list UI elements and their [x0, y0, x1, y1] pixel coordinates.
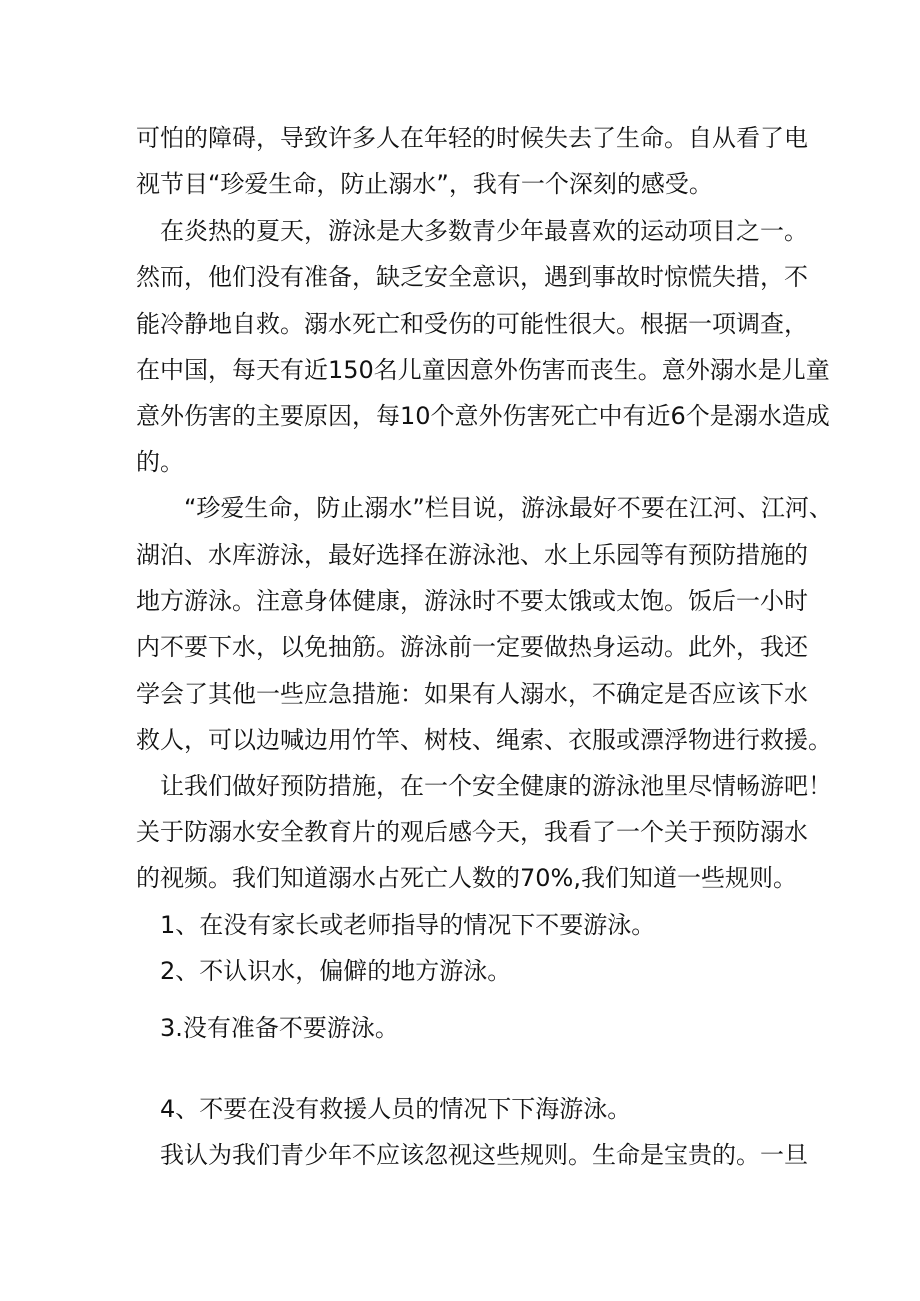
list-item: 1、在没有家长或老师指导的情况下不要游泳。	[160, 911, 656, 939]
text-line: 内不要下水，以免抽筋。游泳前一定要做热身运动。此外，我还	[136, 633, 808, 661]
text-line: 湖泊、水库游泳，最好选择在游泳池、水上乐园等有预防措施的	[136, 541, 808, 569]
text-line: 能冷静地自救。溺水死亡和受伤的可能性很大。根据一项调查，	[136, 310, 808, 338]
text-line: 的视频。我们知道溺水占死亡人数的70%,我们知道一些规则。	[136, 864, 797, 892]
text-line: 救人，可以边喊边用竹竿、树枝、绳索、衣服或漂浮物进行救援。	[136, 726, 832, 754]
text-line: 可怕的障碍，导致许多人在年轻的时候失去了生命。自从看了电	[136, 124, 808, 152]
list-item: 4、不要在没有救援人员的情况下下海游泳。	[160, 1095, 632, 1123]
text-line: 在中国，每天有近150名儿童因意外伤害而丧生。意外溺水是儿童	[136, 356, 830, 384]
list-item: 3.没有准备不要游泳。	[160, 1014, 399, 1042]
text-line: 然而，他们没有准备，缺乏安全意识，遇到事故时惊慌失措，不	[136, 263, 808, 291]
text-line: 让我们做好预防措施，在一个安全健康的游泳池里尽情畅游吧！	[160, 772, 832, 800]
text-line: 我认为我们青少年不应该忽视这些规则。生命是宝贵的。一旦	[160, 1141, 808, 1169]
text-line: 的。	[136, 448, 184, 476]
text-line: 在炎热的夏天，游泳是大多数青少年最喜欢的运动项目之一。	[160, 217, 808, 245]
text-line: 关于防溺水安全教育片的观后感今天，我看了一个关于预防溺水	[136, 818, 808, 846]
list-item: 2、不认识水，偏僻的地方游泳。	[160, 957, 512, 985]
text-line: 意外伤害的主要原因，每10个意外伤害死亡中有近6个是溺水造成	[136, 402, 830, 430]
text-line: “珍爱生命，防止溺水”栏目说，游泳最好不要在江河、江河、	[184, 494, 833, 522]
text-line: 地方游泳。注意身体健康，游泳时不要太饿或太饱。饭后一小时	[136, 587, 808, 615]
text-line: 学会了其他一些应急措施：如果有人溺水，不确定是否应该下水	[136, 680, 808, 708]
text-line: 视节目“珍爱生命，防止溺水”，我有一个深刻的感受。	[136, 170, 713, 198]
